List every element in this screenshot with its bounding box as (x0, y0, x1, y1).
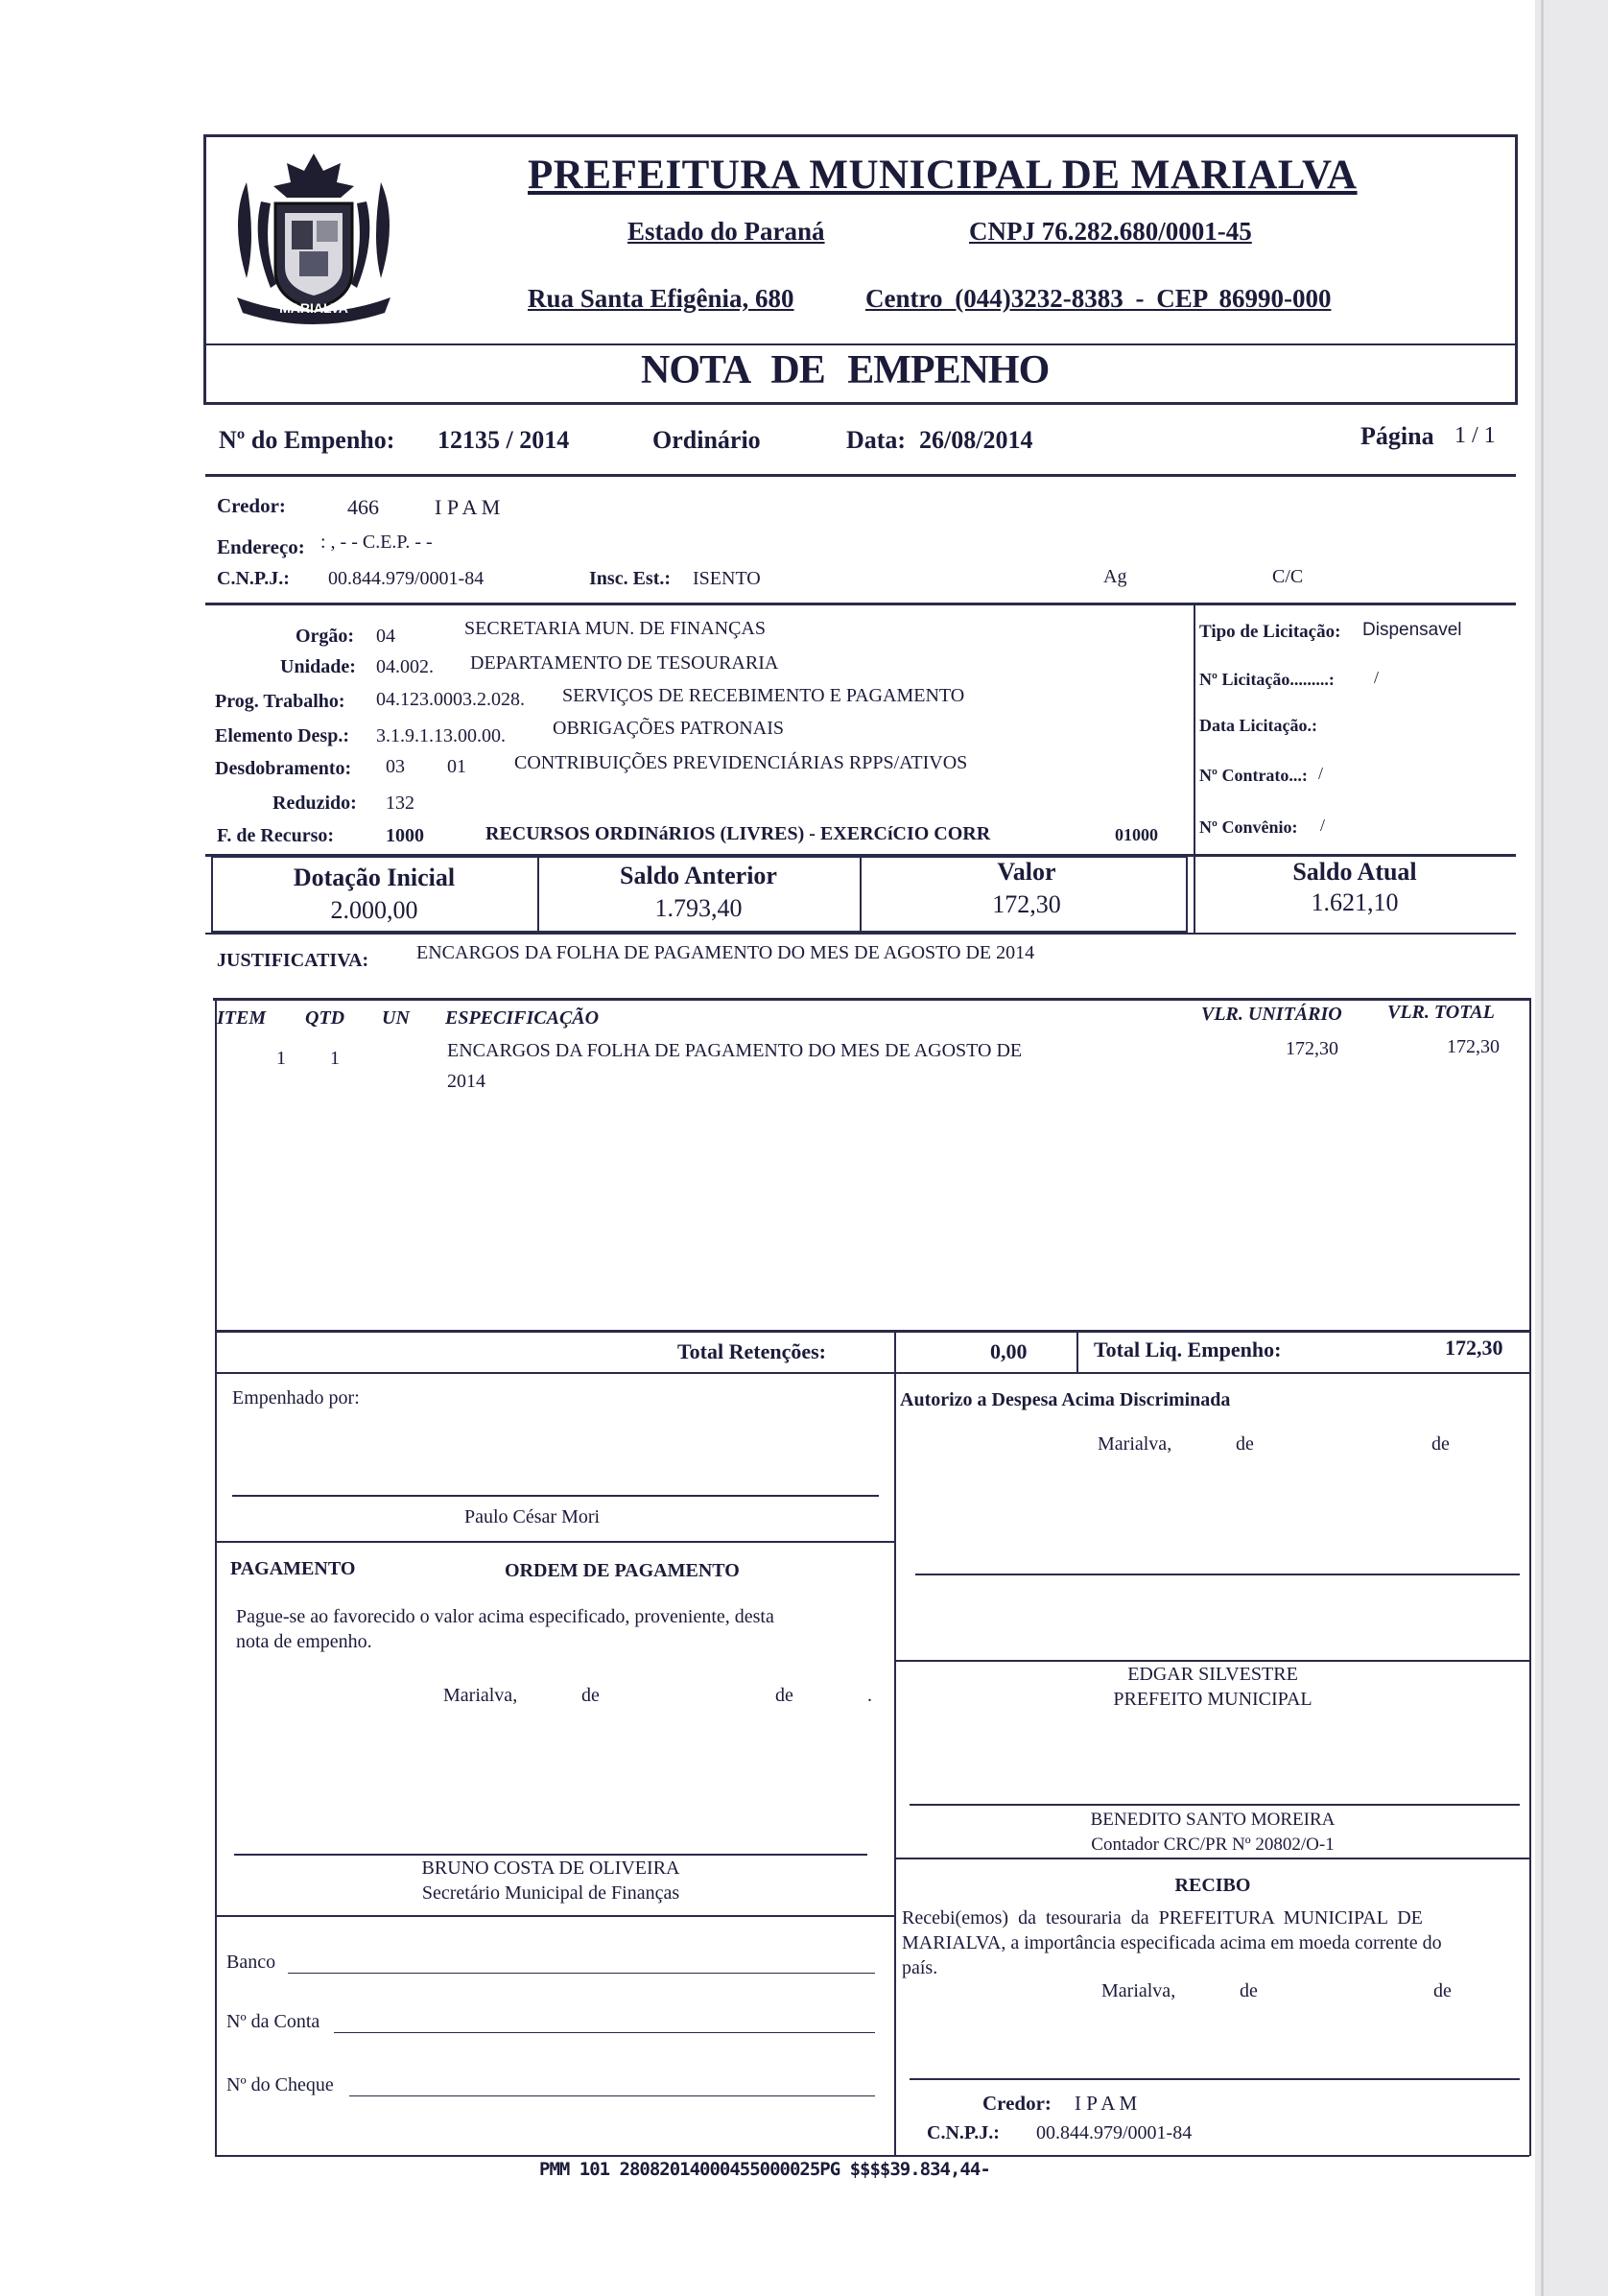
retencoes-label: Total Retenções: (677, 1339, 826, 1363)
cnpj-prefeitura: CNPJ 76.282.680/0001-45 (969, 217, 1252, 246)
saldo-atual-valor: 1.621,10 (1311, 888, 1399, 916)
credor-endereco: : , - - C.E.P. - - (320, 532, 433, 553)
unidade-label: Unidade: (280, 656, 356, 677)
empenhado-nome: Paulo César Mori (464, 1506, 601, 1527)
banco-label: Banco (226, 1952, 276, 1973)
col-qtd-header: QTD (305, 1007, 345, 1029)
elemento-codigo: 3.1.9.1.13.00.00. (376, 725, 506, 746)
col-un-header: UN (382, 1007, 410, 1029)
contrato-valor: / (1318, 764, 1324, 783)
row-especificacao-l1: ENCARGOS DA FOLHA DE PAGAMENTO DO MES DE AGOSTO DE (447, 1040, 1023, 1061)
empenhado-signature-line (232, 1495, 879, 1497)
row-especificacao-l2: 2014 (447, 1071, 485, 1092)
unidade-descricao: DEPARTAMENTO DE TESOURARIA (470, 652, 779, 674)
elemento-descricao: OBRIGAÇÕES PATRONAIS (553, 718, 784, 739)
coat-of-arms-text: MARIALVA (279, 300, 348, 316)
totais-bottom-line (215, 1372, 1529, 1374)
local-1: Marialva, (1098, 1433, 1172, 1455)
prog-descricao: SERVIÇOS DE RECEBIMENTO E PAGAMENTO (562, 685, 965, 706)
recibo-linha-1: Recebi(emos) da tesouraria da PREFEITURA MUNICIPAL DE (902, 1907, 1423, 1929)
contador-cargo: Contador CRC/PR Nº 20802/O-1 (1091, 1834, 1335, 1855)
recibo-top-line (896, 1858, 1529, 1859)
secretario-signature-line (234, 1854, 867, 1856)
orgao-label: Orgão: (296, 626, 355, 647)
totais-divider-2 (1076, 1330, 1078, 1372)
prog-codigo: 04.123.0003.2.028. (376, 689, 525, 710)
ag-label: Ag (1103, 566, 1127, 587)
de-1a: de (1236, 1433, 1254, 1455)
empenhado-label: Empenhado por: (232, 1387, 360, 1408)
local-2: Marialva, (443, 1685, 518, 1706)
recibo-cnpj-label: C.N.P.J.: (927, 2122, 1000, 2143)
reduzido-codigo: 132 (386, 793, 414, 814)
row-item: 1 (276, 1048, 286, 1069)
data-licitacao-label: Data Licitação.: (1199, 716, 1317, 735)
row-valor-unitario: 172,30 (1286, 1038, 1338, 1059)
desdobramento-label: Desdobramento: (215, 758, 352, 779)
recibo-linha-3: país. (902, 1957, 938, 1978)
ordem-pagamento-label: ORDEM DE PAGAMENTO (505, 1560, 740, 1581)
recibo-signature-line (910, 2078, 1520, 2080)
empenho-divider (205, 474, 1516, 477)
itens-right-line (1529, 998, 1531, 2156)
row-valor-total: 172,30 (1447, 1036, 1500, 1057)
prog-label: Prog. Trabalho: (215, 691, 345, 712)
de-1b: de (1431, 1433, 1450, 1455)
pagina-label: Página (1360, 422, 1434, 450)
valor-label: Valor (997, 858, 1056, 886)
valor-valor: 172,30 (992, 890, 1061, 918)
estado-label: Estado do Paraná (627, 217, 825, 246)
unidade-codigo: 04.002. (376, 656, 434, 677)
contrato-label: Nº Contrato...: (1199, 766, 1308, 785)
col-item-header: ITEM (217, 1007, 267, 1029)
saldo-atual-label: Saldo Atual (1292, 858, 1417, 886)
de-3a: de (1240, 1980, 1258, 2001)
secretario-nome: BRUNO COSTA DE OLIVEIRA (421, 1858, 680, 1879)
justificativa-texto: ENCARGOS DA FOLHA DE PAGAMENTO DO MES DE AGOSTO DE 2014 (416, 942, 1035, 963)
credor-cnpj: 00.844.979/0001-84 (328, 568, 485, 589)
desdobramento-descricao: CONTRIBUIÇÕES PREVIDENCIÁRIAS RPPS/ATIVOS (514, 752, 968, 773)
licitacao-numero-label: Nº Licitação.........: (1199, 670, 1335, 689)
itens-top-line (213, 998, 1529, 1001)
cc-label: C/C (1272, 566, 1304, 587)
recibo-linha-2: MARIALVA, a importância especificada acima em moeda corrente do (902, 1932, 1442, 1953)
de-3b: de (1433, 1980, 1452, 2001)
local-3: Marialva, (1101, 1980, 1176, 2001)
elemento-label: Elemento Desp.: (215, 725, 349, 746)
pagamento-top-line (215, 1541, 894, 1543)
pague-se-linha-2: nota de empenho. (236, 1631, 372, 1652)
empenho-numero: 12135 / 2014 (437, 426, 570, 454)
itens-left-line (215, 998, 217, 2156)
dotacao-valor: 2.000,00 (330, 896, 418, 924)
empenho-data-label: Data: (846, 426, 907, 454)
recibo-cnpj: 00.844.979/0001-84 (1036, 2122, 1193, 2143)
fonte-numero: 01000 (1115, 825, 1158, 844)
credor-codigo: 466 (347, 495, 379, 519)
page-edge-line (1541, 0, 1544, 2296)
convenio-label: Nº Convênio: (1199, 817, 1298, 837)
pagamento-label: PAGAMENTO (230, 1558, 356, 1579)
retencoes-valor: 0,00 (990, 1339, 1028, 1363)
desdobramento-a: 03 (386, 756, 405, 777)
autorizo-signature-line (915, 1574, 1520, 1575)
fonte-descricao: RECURSOS ORDINáRIOS (LIVRES) - EXERCíCIO CORR (485, 823, 991, 844)
saldo-anterior-valor: 1.793,40 (654, 894, 743, 922)
banco-line (288, 1973, 875, 1974)
saldo-anterior-label: Saldo Anterior (620, 862, 777, 889)
authentication-stamp: PMM 101 28082014000455000025PG $$$$39.834,44- (539, 2159, 990, 2180)
totais-top-line (215, 1330, 1529, 1333)
cnpj-label: C.N.P.J.: (217, 568, 290, 589)
fonte-codigo: 1000 (386, 825, 424, 846)
recibo-label: RECIBO (1174, 1875, 1251, 1896)
conta-line (334, 2032, 875, 2033)
col-unit-header: VLR. UNITÁRIO (1201, 1004, 1342, 1025)
header-divider (205, 343, 1516, 345)
tipo-licitacao-label: Tipo de Licitação: (1199, 622, 1341, 642)
page-edge (1535, 0, 1608, 2296)
endereco-label: Endereço: (217, 535, 305, 558)
contato-prefeitura: Centro (044)3232-8383 - CEP 86990-000 (865, 284, 1332, 313)
de-2a: de (581, 1685, 600, 1706)
prefeito-nome: EDGAR SILVESTRE (1127, 1664, 1298, 1685)
col-total-header: VLR. TOTAL (1387, 1002, 1495, 1023)
empenho-data: 26/08/2014 (919, 426, 1033, 454)
saldos-bottom-line (205, 933, 1516, 935)
banco-top-line (215, 1915, 894, 1917)
insc-label: Insc. Est.: (589, 568, 672, 589)
justificativa-label: JUSTIFICATIVA: (217, 950, 369, 971)
dotacao-label: Dotação Inicial (293, 864, 456, 891)
contador-signature-line (910, 1804, 1520, 1806)
credor-divider (205, 603, 1516, 605)
document-title: NOTA DE EMPENHO (641, 348, 1050, 392)
prefeitura-title: PREFEITURA MUNICIPAL DE MARIALVA (528, 153, 1358, 198)
pagina-numero: 1 / 1 (1454, 423, 1496, 448)
coat-of-arms-logo (223, 144, 405, 336)
form-bottom-line (215, 2155, 1529, 2157)
de-2b: de (775, 1685, 793, 1706)
credor-nome: I P A M (435, 495, 501, 519)
orgao-codigo: 04 (376, 626, 395, 647)
licitacao-divider (1194, 604, 1195, 856)
prefeito-top-line (896, 1660, 1529, 1662)
credor-insc: ISENTO (693, 568, 761, 589)
tipo-licitacao: Dispensavel (1362, 620, 1462, 640)
cheque-label: Nº do Cheque (226, 2074, 334, 2095)
secretario-cargo: Secretário Municipal de Finanças (421, 1882, 680, 1904)
contador-nome: BENEDITO SANTO MOREIRA (1090, 1810, 1336, 1830)
desdobramento-b: 01 (447, 756, 466, 777)
empenho-tipo: Ordinário (652, 426, 761, 454)
col-espec-header: ESPECIFICAÇÃO (445, 1007, 600, 1029)
liquido-valor: 172,30 (1445, 1336, 1503, 1360)
recibo-credor-label: Credor: (982, 2092, 1052, 2115)
empenho-numero-label: Nº do Empenho: (219, 426, 395, 454)
prefeito-cargo: PREFEITO MUNICIPAL (1113, 1689, 1312, 1710)
orgao-descricao: SECRETARIA MUN. DE FINANÇAS (464, 618, 766, 639)
cheque-line (349, 2095, 875, 2096)
totais-divider-1 (894, 1330, 896, 2156)
licitacao-numero: / (1374, 668, 1380, 687)
recibo-credor-nome: I P A M (1075, 2092, 1138, 2115)
convenio-valor: / (1320, 816, 1326, 835)
row-qtd: 1 (330, 1048, 340, 1069)
conta-label: Nº da Conta (226, 2011, 320, 2032)
liquido-label: Total Liq. Empenho: (1094, 1337, 1282, 1361)
endereco-prefeitura: Rua Santa Efigênia, 680 (528, 284, 794, 313)
fonte-label: F. de Recurso: (217, 825, 335, 846)
autorizo-label: Autorizo a Despesa Acima Discriminada (900, 1389, 1231, 1410)
credor-label: Credor: (217, 494, 286, 517)
ponto-2: . (867, 1685, 872, 1706)
reduzido-label: Reduzido: (272, 793, 357, 814)
pague-se-linha-1: Pague-se ao favorecido o valor acima especificado, proveniente, desta (236, 1606, 774, 1627)
